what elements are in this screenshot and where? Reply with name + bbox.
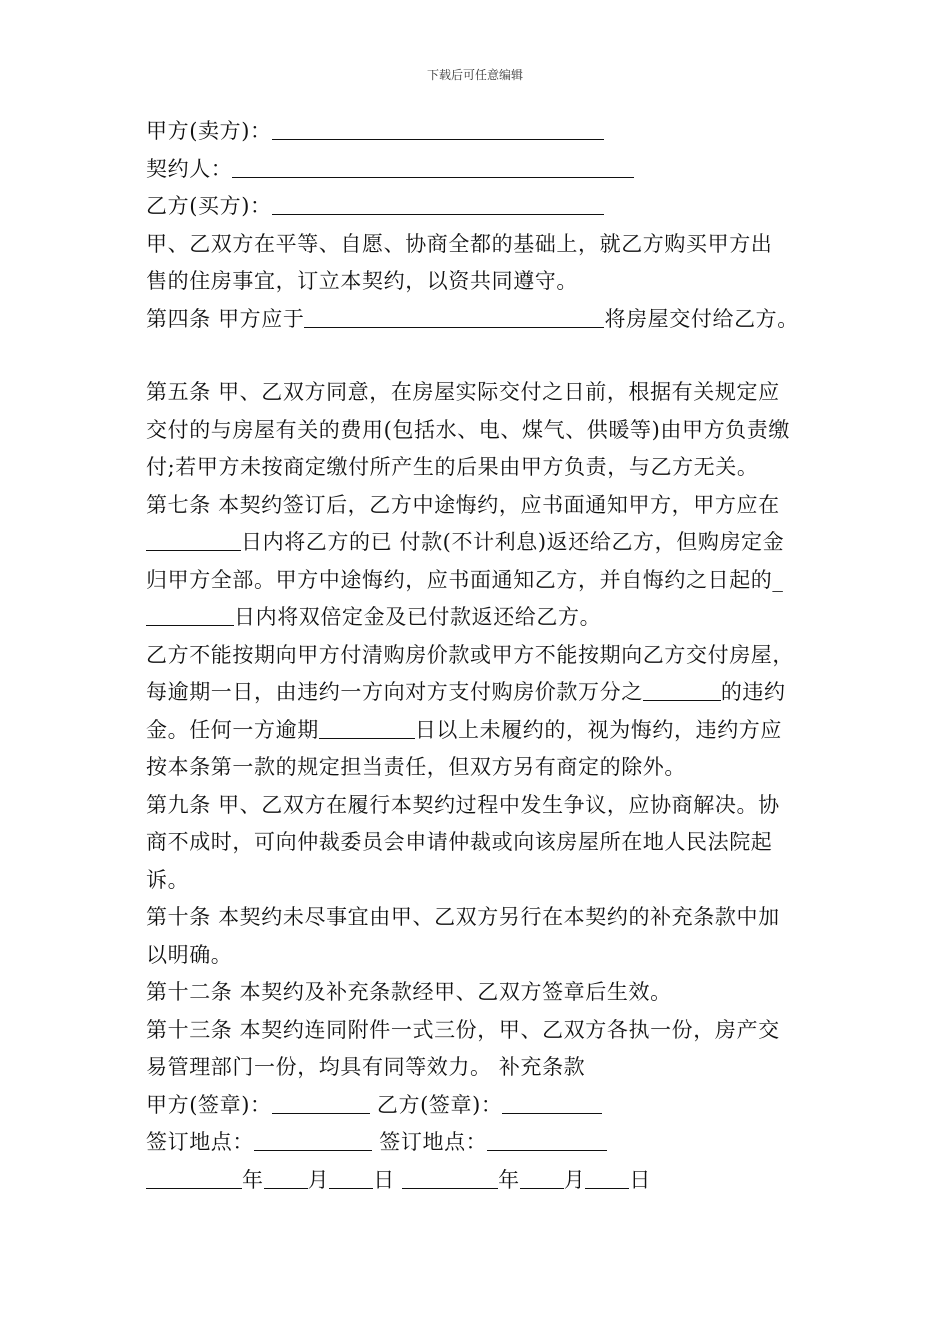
party-b-line: [146, 188, 826, 226]
date-b-month-blank[interactable]: [520, 1168, 564, 1189]
date-b-year-label: 年: [498, 1167, 520, 1192]
sign-a-label: 甲方(签章)：: [146, 1092, 272, 1117]
late-line-3-pre: 金。任何一方逾期: [146, 717, 319, 742]
page-header: 下载后可任意编辑: [426, 68, 523, 82]
party-a-label: 甲方(卖方)：: [146, 119, 272, 143]
sign-b-blank[interactable]: [502, 1093, 602, 1114]
article-7-line-3: 归甲方全部。甲方中途悔约，应书面通知乙方，并自悔约之日起的_: [146, 567, 784, 592]
late-line-4: 按本条第一款的规定担当责任，但双方另有商定的除外。: [146, 755, 686, 779]
date-b-day-label: 日: [629, 1167, 651, 1192]
date-a-year-label: 年: [242, 1167, 264, 1192]
article-9-line-2: 商不成时，可向仲裁委员会申请仲裁或向该房屋所在地人民法院起: [146, 830, 773, 854]
sign-a-blank[interactable]: [272, 1093, 370, 1114]
date-b-year-blank[interactable]: [402, 1168, 498, 1189]
article-9-line-3: 诉。: [146, 867, 190, 892]
article-5-line-2: 交付的与房屋有关的费用(包括水、电、煤气、供暖等)由甲方负责缴: [146, 417, 790, 442]
article-7-days-blank-1[interactable]: [146, 530, 241, 551]
article-7-line-4: [146, 599, 826, 637]
intro-line-1: 甲、乙双方在平等、自愿、协商全都的基础上，就乙方购买甲方出: [146, 231, 773, 256]
article-10-line-2: 以明确。: [146, 942, 233, 967]
article-4-pre: 第四条 甲方应于: [146, 306, 305, 331]
date-b-month-label: 月: [563, 1167, 586, 1192]
late-line-2-post: 的违约: [720, 680, 786, 704]
article-5-line-3: 付;若甲方未按商定缴付所产生的后果由甲方负责，与乙方无关。: [146, 455, 759, 479]
late-rate-blank[interactable]: [643, 680, 721, 701]
contractor-blank[interactable]: [232, 157, 634, 178]
article-9-line-1: 第九条 甲、乙双方在履行本契约过程中发生争议，应协商解决。协: [146, 792, 780, 817]
article-7-line-2: [146, 524, 826, 562]
late-line-3: [146, 712, 826, 750]
article-4-post: 将房屋交付给乙方。: [604, 306, 799, 331]
date-line: [146, 1162, 826, 1200]
place-b-blank[interactable]: [487, 1130, 607, 1151]
article-5-line-1: 第五条 甲、乙双方同意，在房屋实际交付之日前，根据有关规定应: [146, 380, 780, 404]
date-a-day-blank[interactable]: [329, 1168, 373, 1189]
place-line: [146, 1124, 826, 1162]
sign-b-label: 乙方(签章)：: [376, 1092, 503, 1117]
article-7-line-1: 第七条 本契约签订后，乙方中途悔约，应书面通知甲方，甲方应在: [146, 492, 780, 517]
contractor-label: 契约人：: [146, 156, 233, 181]
party-a-line: [146, 113, 826, 151]
party-b-blank[interactable]: [272, 194, 604, 215]
late-days-blank[interactable]: [319, 718, 415, 739]
place-b-label: 签订地点：: [379, 1130, 488, 1154]
party-b-label: 乙方(买方)：: [146, 194, 272, 218]
late-line-1: 乙方不能按期向甲方付清购房价款或甲方不能按期向乙方交付房屋，: [146, 642, 794, 667]
article-13-line-1: 第十三条 本契约连同附件一式三份，甲、乙双方各执一份，房产交: [146, 1017, 780, 1042]
place-a-blank[interactable]: [254, 1130, 372, 1151]
contract-body: [146, 113, 826, 1199]
date-b-day-blank[interactable]: [585, 1168, 629, 1189]
place-a-label: 签订地点：: [146, 1130, 254, 1154]
date-a-month-blank[interactable]: [264, 1168, 308, 1189]
date-a-year-blank[interactable]: [146, 1168, 242, 1189]
intro-line-2: 售的住房事宜，订立本契约，以资共同遵守。: [146, 269, 578, 293]
article-4-date-blank[interactable]: [304, 307, 604, 328]
article-7-days-blank-2[interactable]: [146, 605, 234, 626]
contractor-line: [146, 151, 826, 189]
date-a-month-label: 月: [307, 1167, 330, 1192]
signature-line: [146, 1087, 826, 1125]
late-line-2: [146, 674, 826, 712]
article-7-line-2-text: 日内将乙方的已 付款(不计利息)返还给乙方，但购房定金: [241, 530, 785, 554]
late-line-3-post: 日以上未履约的，视为悔约，违约方应: [414, 717, 783, 742]
article-12: 第十二条 本契约及补充条款经甲、乙双方签章后生效。: [146, 980, 672, 1004]
spacer: [146, 338, 826, 374]
article-13-line-2: 易管理部门一份，均具有同等效力。 补充条款: [146, 1055, 586, 1079]
article-10-line-1: 第十条 本契约未尽事宜由甲、乙双方另行在本契约的补充条款中加: [146, 905, 780, 929]
article-4: [146, 301, 826, 339]
late-line-2-pre: 每逾期一日，由违约一方向对方支付购房价款万分之: [146, 680, 643, 704]
party-a-blank[interactable]: [272, 119, 604, 140]
date-a-day-label: 日: [373, 1167, 395, 1192]
article-7-line-4-text: 日内将双倍定金及已付款返还给乙方。: [234, 605, 602, 629]
